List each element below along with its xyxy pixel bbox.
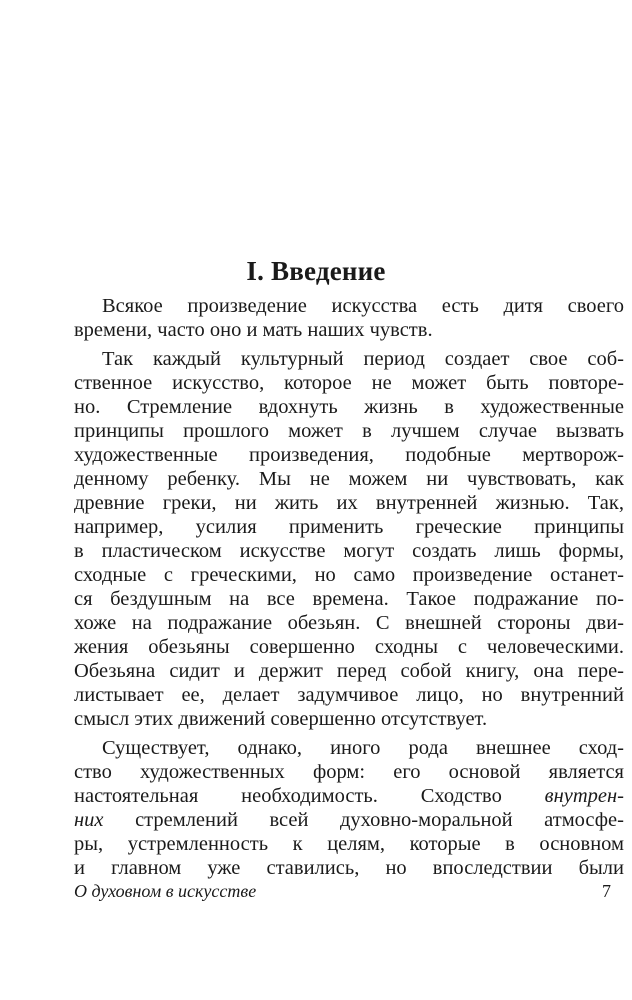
text-line: хоже на подражание обезьян. С внешней стороны дви- — [74, 612, 624, 634]
text-line: но. Стремление вдохнуть жизнь в художественные — [74, 396, 624, 418]
text-line: древние греки, ни жить их внутренней жизнью. Так, — [74, 492, 624, 514]
page-number: 7 — [602, 881, 611, 901]
text-line: ры, устремленность к целям, которые в основном — [74, 833, 624, 855]
text-line: например, усилия применить греческие принципы — [74, 516, 624, 538]
chapter-title: I. Введение — [246, 256, 386, 286]
text-line: ство художественных форм: его основой является — [74, 761, 624, 783]
text-line: листывает ее, делает задумчивое лицо, но внутренний — [74, 684, 624, 706]
emphasis-text: них — [74, 809, 104, 831]
text-line: денному ребенку. Мы не можем ни чувствовать, как — [74, 468, 624, 490]
text-run: настоятельная необходимость. Сходство — [74, 785, 545, 807]
text-line — [74, 808, 624, 832]
text-line: времени, часто оно и мать наших чувств. — [74, 319, 433, 341]
text-line: сходные с греческими, но само произведение останет- — [74, 564, 624, 586]
text-line: художественные произведения, подобные мертворож- — [74, 444, 624, 466]
text-line: Существует, однако, иного рода внешнее сход- — [102, 737, 624, 759]
text-line: и главном уже ставились, но впоследствии были — [74, 857, 624, 879]
running-footer-title: О духовном в искусстве — [74, 881, 257, 901]
text-line: Обезьяна сидит и держит перед собой книгу, она пере- — [74, 660, 624, 682]
text-line: Всякое произведение искусства есть дитя своего — [102, 295, 624, 317]
text-line: принципы прошлого может в лучшем случае вызвать — [74, 420, 624, 442]
text-line: ственное искусство, которое не может быть повторе- — [74, 372, 624, 394]
text-line: смысл этих движений совершенно отсутствует. — [74, 708, 488, 730]
text-line: Так каждый культурный период создает свое соб- — [102, 348, 624, 370]
text-line: жения обезьяны совершенно сходны с человеческими. — [74, 636, 624, 658]
text-run: стремлений всей духовно-моральной атмосфе- — [103, 809, 624, 831]
text-line: в пластическом искусстве могут создать лишь формы, — [74, 540, 624, 562]
emphasis-text: внутрен- — [544, 785, 624, 807]
text-line: ся бездушным на все времена. Такое подражание по- — [74, 588, 624, 610]
text-line — [74, 784, 624, 808]
